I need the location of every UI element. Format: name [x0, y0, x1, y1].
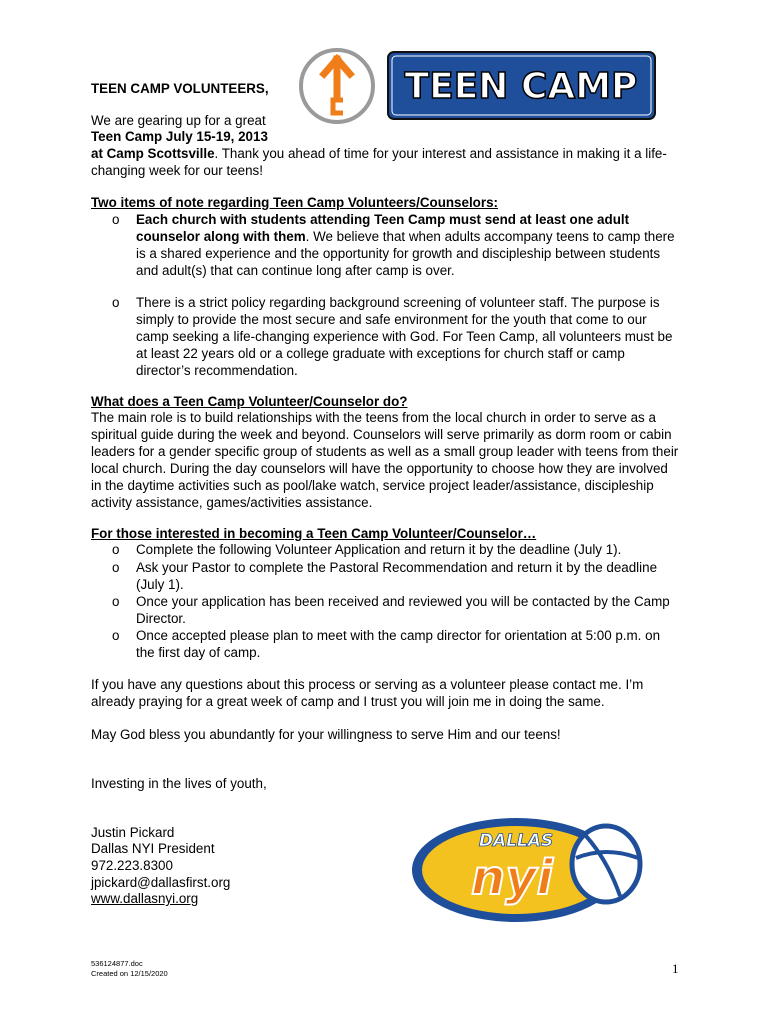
closing-blessing: May God bless you abundantly for your willingness to serve Him and our teens!	[91, 727, 561, 742]
steps-heading: For those interested in becoming a Teen Camp Volunteer/Counselor…	[91, 526, 537, 541]
website-link[interactable]: www.dallasnyi.org	[91, 891, 199, 906]
bullet-marker: o	[112, 594, 120, 609]
intro-rest: . Thank you ahead of time for your interest and assistance in making it a life-changing week for our teens!	[91, 146, 667, 178]
nyi-logo-main-text: nyi	[471, 850, 553, 906]
notes-heading: Two items of note regarding Teen Camp Volunteers/Counselors:	[91, 195, 498, 210]
bullet-marker: o	[112, 295, 120, 310]
bullet-marker: o	[112, 212, 120, 227]
intro-dates: Teen Camp July 15-19, 2013	[91, 129, 268, 144]
notes-item-1-bold: Each church with students attending Teen Camp must send at least one adult counselor along with them	[136, 212, 630, 244]
intro-location: at Camp Scottsville	[91, 146, 215, 161]
bullet-marker: o	[112, 560, 120, 575]
page-number: 1	[672, 961, 679, 976]
notes-item-1-rest: . We believe that when adults accompany teens to camp there is a shared experience and the opportunity for growth and discipleship between students and adult(s) that can continue long after camp is over.	[136, 229, 675, 278]
steps-item: Complete the following Volunteer Application and return it by the deadline (July 1).	[136, 542, 622, 557]
dallas-nyi-logo	[408, 806, 662, 926]
closing-questions: If you have any questions about this process or serving as a volunteer please contact me. I’m already praying for a great week of camp and I trust you will join me in doing the same.	[91, 677, 644, 709]
teen-camp-logo-text: TEEN CAMP	[404, 66, 638, 107]
signature-name: Justin Pickard	[91, 825, 175, 840]
steps-item: Ask your Pastor to complete the Pastoral Recommendation and return it by the deadline (July 1).	[136, 560, 658, 592]
closing-signoff: Investing in the lives of youth,	[91, 776, 267, 791]
role-heading: What does a Teen Camp Volunteer/Counselor do?	[91, 394, 408, 409]
role-body: The main role is to build relationships with the teens from the local church in order to serve as a spiritual guide during the week and beyond. Counselors will serve primarily as dorm room or cabin leaders for a gender specific group of students as well as a small group leader with teens from their local church. During the day counselors will have the opportunity to choose how they are involved in the daytime activities such as pool/lake watch, service project leader/assistance, discipleship activity assistance, games/activities assistance.	[91, 410, 679, 510]
signature-phone: 972.223.8300	[91, 858, 173, 873]
steps-item: Once accepted please plan to meet with the camp director for orientation at 5:00 p.m. on the first day of camp.	[136, 628, 661, 660]
steps-item: Once your application has been received and reviewed you will be contacted by the Camp Director.	[136, 594, 670, 626]
notes-item-2: There is a strict policy regarding background screening of volunteer staff. The purpose is simply to provide the most secure and safe environment for the youth that come to our camp seeking a life-changing experience with God. For Teen Camp, all volunteers must be at least 22 years old or a college graduate with exceptions for church staff or camp director’s recommendation.	[136, 295, 673, 378]
letter-heading: TEEN CAMP VOLUNTEERS,	[91, 81, 269, 96]
footer-created: Created on 12/15/2020	[91, 969, 168, 978]
intro-line: We are gearing up for a great	[91, 113, 266, 128]
footer-filename: 536124877.doc	[91, 959, 143, 968]
signature-title: Dallas NYI President	[91, 841, 215, 856]
bullet-marker: o	[112, 628, 120, 643]
signature-email: jpickard@dallasfirst.org	[91, 875, 231, 890]
teen-camp-arrow-logo	[298, 47, 376, 125]
teen-camp-banner-logo	[387, 51, 656, 120]
nyi-logo-top-text: DALLAS	[478, 831, 554, 851]
intro-paragraph	[91, 145, 681, 179]
bullet-marker: o	[112, 542, 120, 557]
notes-item-1	[136, 211, 681, 279]
